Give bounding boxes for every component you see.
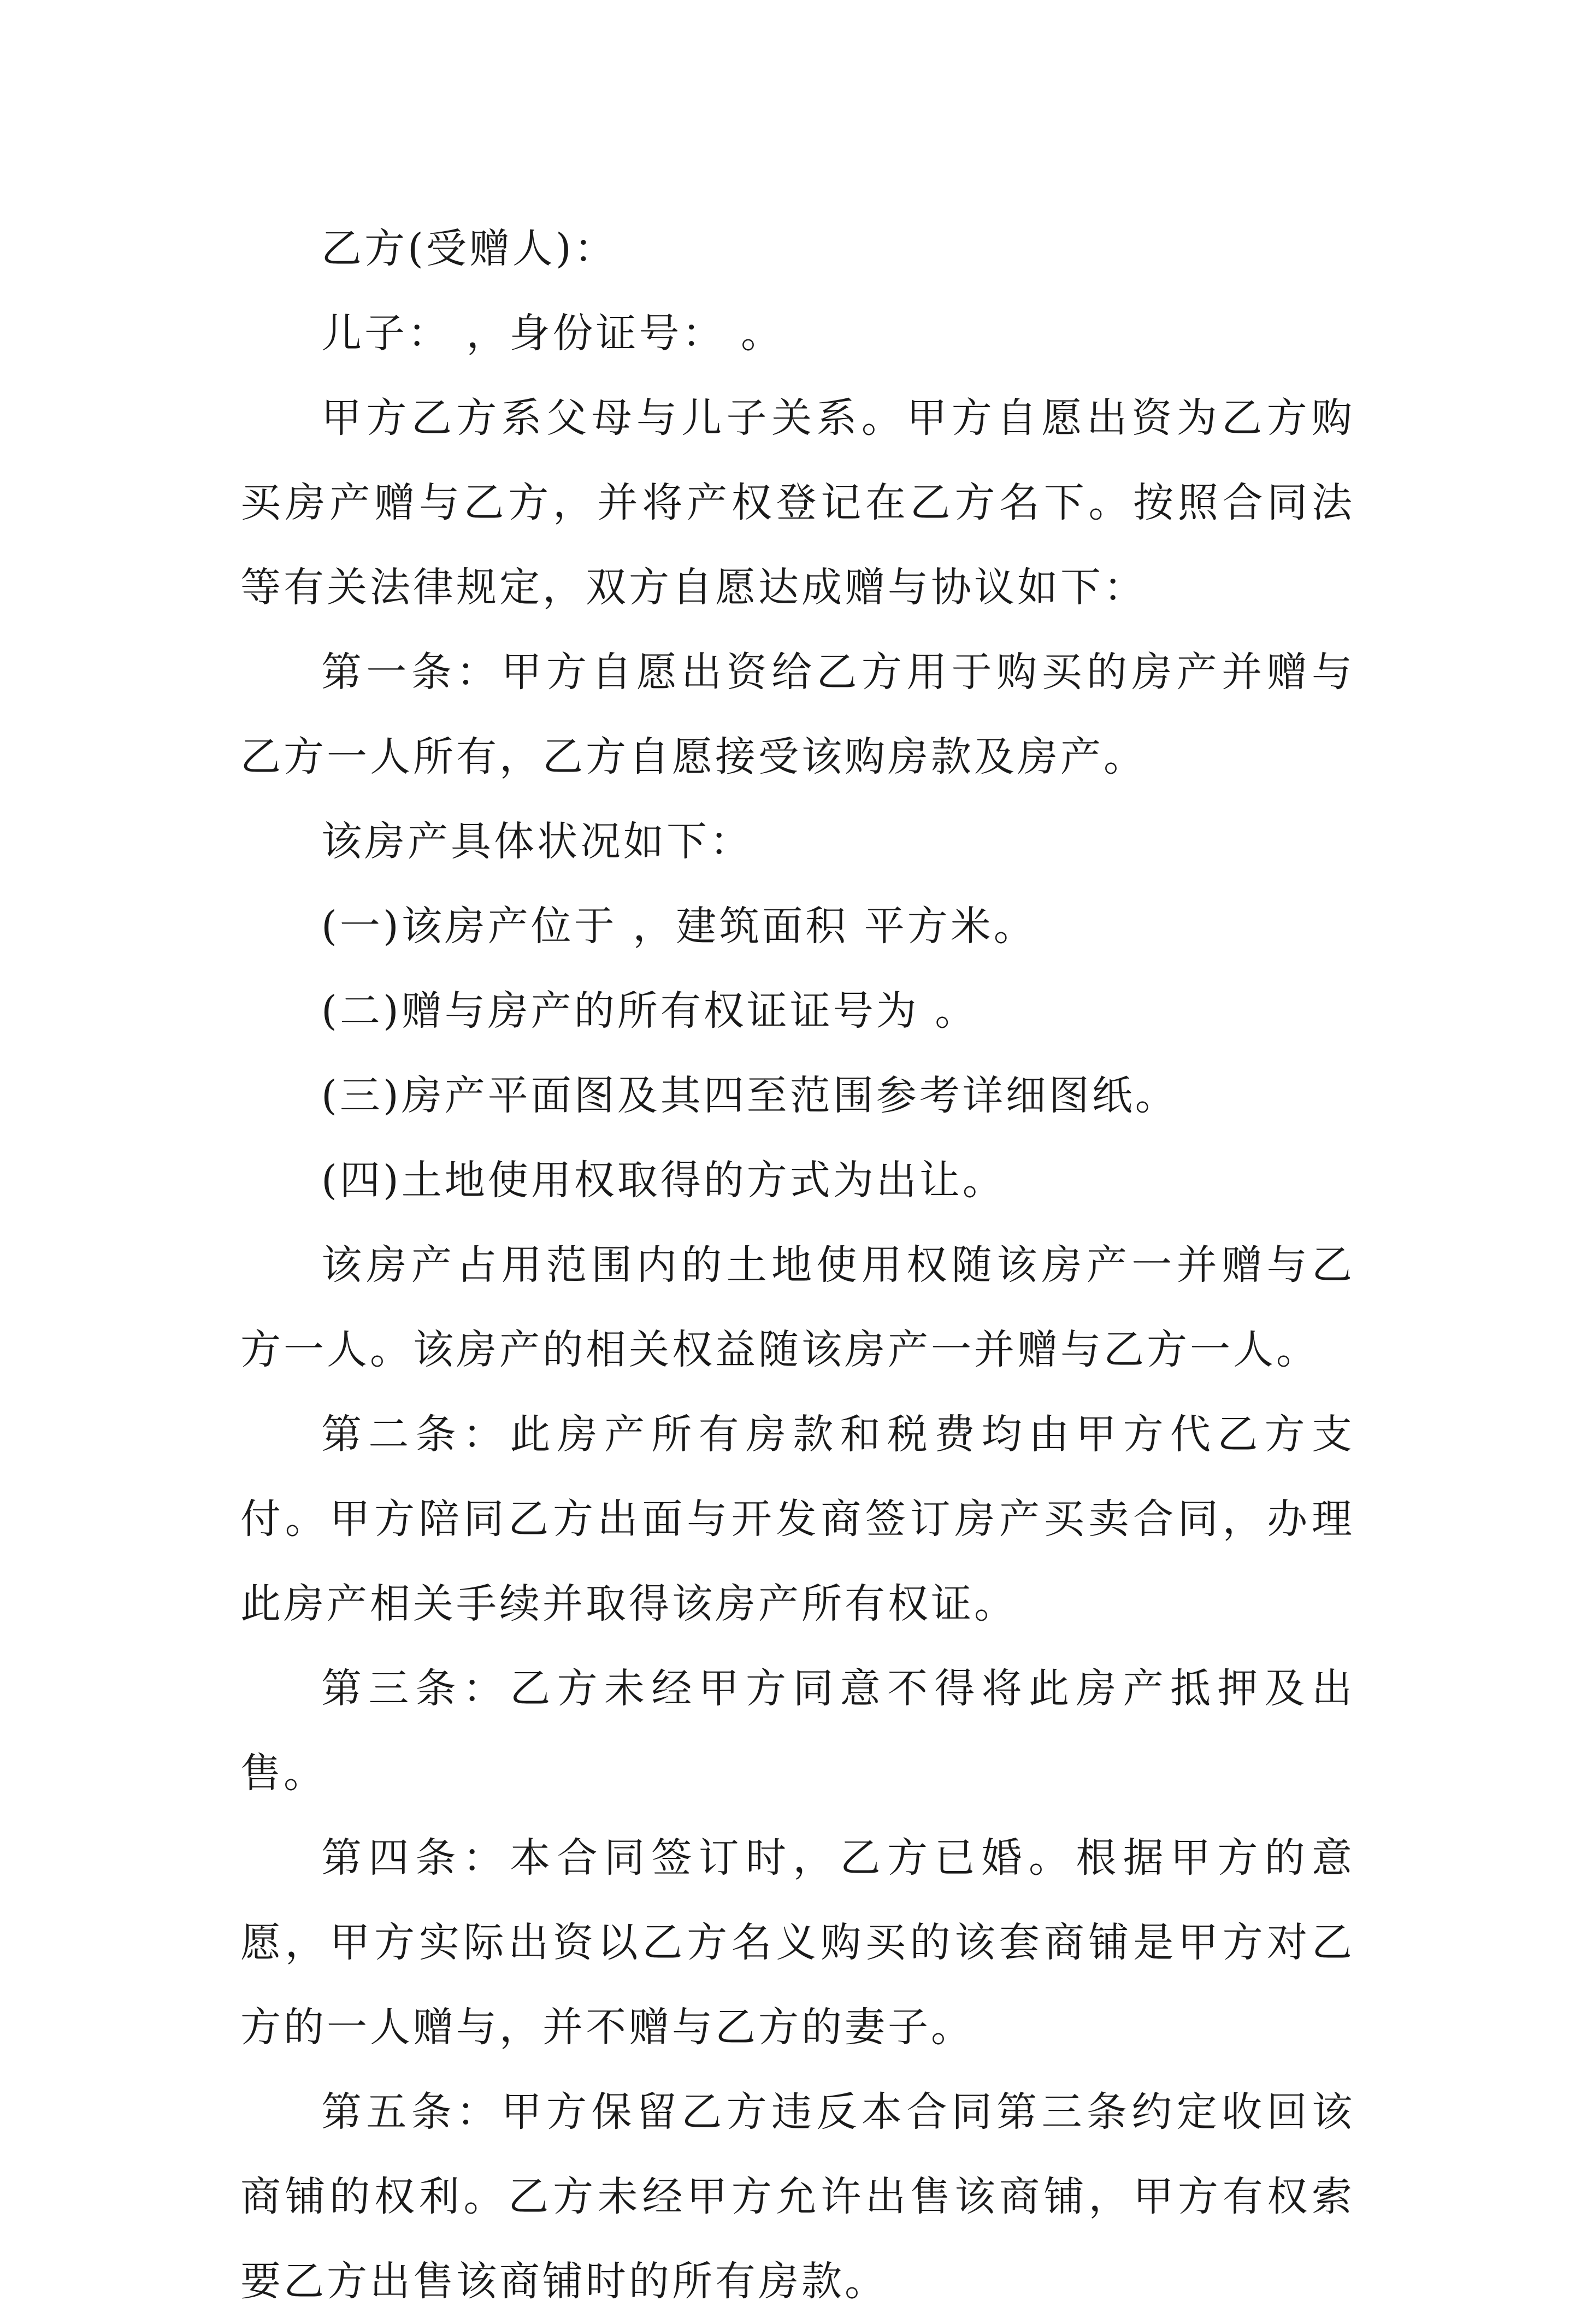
article-3: 第三条：乙方未经甲方同意不得将此房产抵押及出售。 <box>240 1665 1355 1797</box>
property-item-4: (四)土地使用权取得的方式为出让。 <box>321 1157 1006 1204</box>
preamble-paragraph: 甲方乙方系父母与儿子关系。甲方自愿出资为乙方购买房产赠与乙方，并将产权登记在乙方名下。按照合同法等有关法律规定，双方自愿达成赠与协议如下： <box>240 395 1355 611</box>
article-5: 第五条：甲方保留乙方违反本合同第三条约定收回该商铺的权利。乙方未经甲方允许出售该商铺，甲方有权索要乙方出售该商铺时的所有房款。 <box>240 2088 1355 2305</box>
document-body <box>240 207 1355 2324</box>
article-2: 第二条：此房产所有房款和税费均由甲方代乙方支付。甲方陪同乙方出面与开发商签订房产买卖合同，办理此房产相关手续并取得该房产所有权证。 <box>240 1411 1355 1627</box>
article-1: 第一条：甲方自愿出资给乙方用于购买的房产并赠与乙方一人所有，乙方自愿接受该购房款及房产。 <box>240 649 1355 780</box>
party-b-heading: 乙方(受赠人)： <box>321 225 617 272</box>
property-item-2: (二)赠与房产的所有权证证号为 。 <box>321 987 978 1034</box>
land-use-paragraph: 该房产占用范围内的土地使用权随该房产一并赠与乙方一人。该房产的相关权益随该房产一并赠与乙方一人。 <box>240 1242 1355 1373</box>
party-b-id-line: 儿子： ，身份证号： 。 <box>321 310 784 357</box>
property-status-heading: 该房产具体状况如下： <box>321 818 753 865</box>
article-4: 第四条：本合同签订时，乙方已婚。根据甲方的意愿，甲方实际出资以乙方名义购买的该套商铺是甲方对乙方的一人赠与，并不赠与乙方的妻子。 <box>240 1834 1355 2051</box>
property-item-1: (一)该房产位于 ，建筑面积 平方米。 <box>321 903 1037 950</box>
property-item-3: (三)房产平面图及其四至范围参考详细图纸。 <box>321 1072 1178 1119</box>
